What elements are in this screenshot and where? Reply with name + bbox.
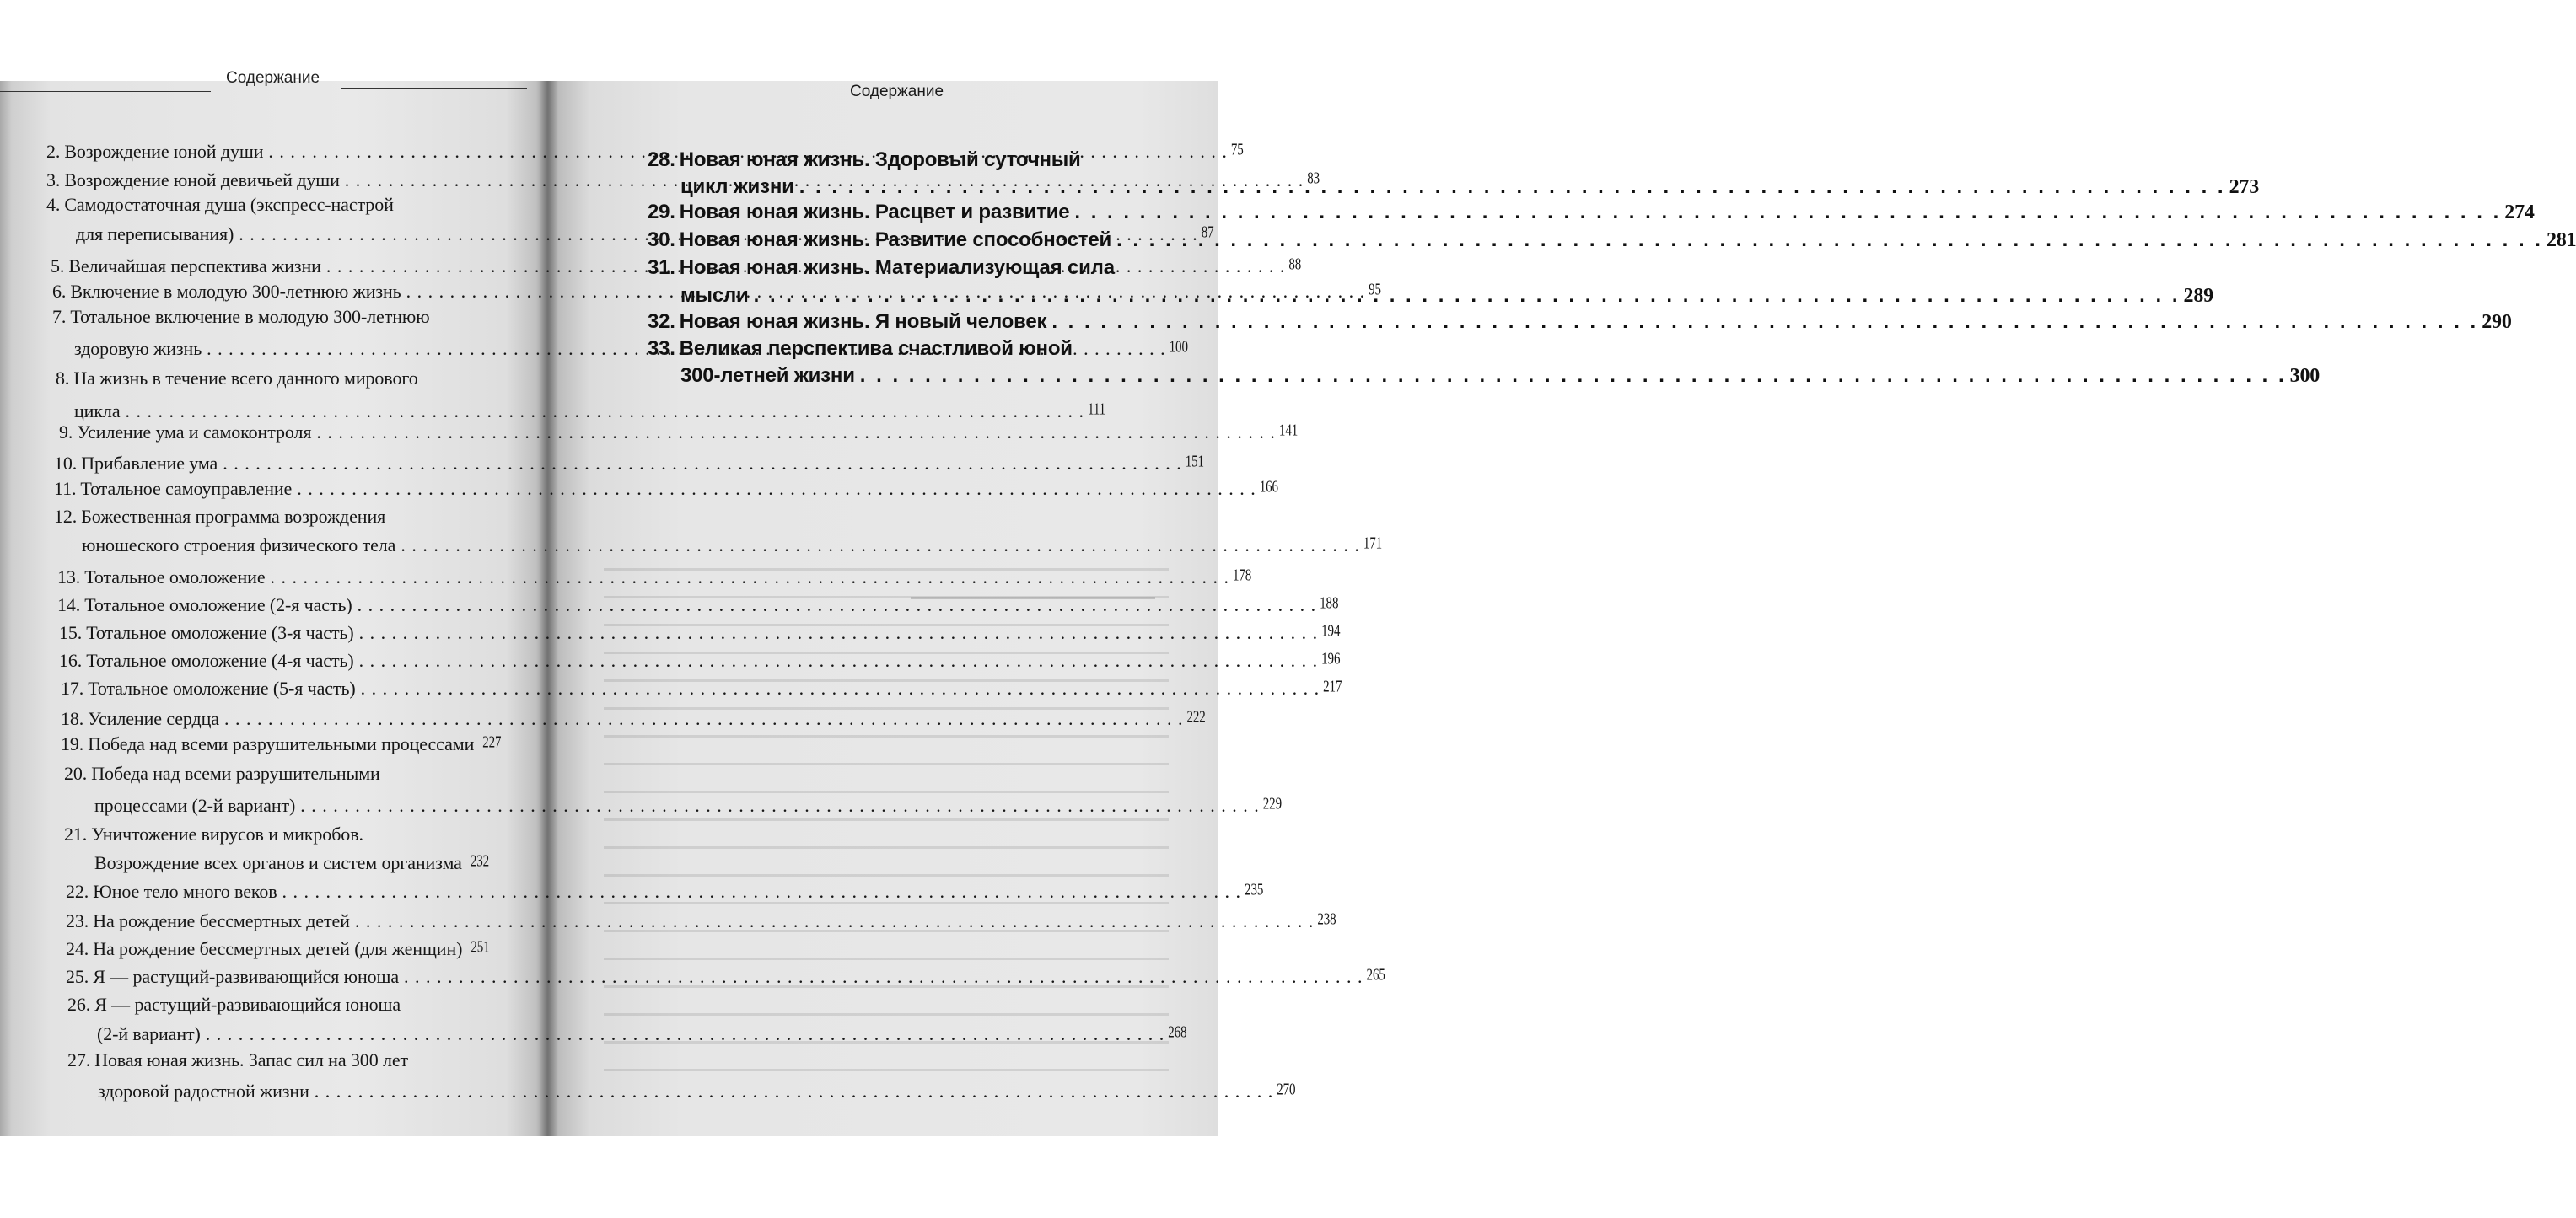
toc-entry-title-continued: (2-й вариант) [97,1023,201,1044]
toc-entry-title: Величайшая перспектива жизни [68,255,321,276]
toc-entry-number: 13. [57,566,81,588]
toc-entry-title: Я — растущий-развивающийся юноша [93,966,400,987]
toc-entry-title: Усиление ума и самоконтроля [77,421,312,443]
toc-entry-number: 20. [64,763,88,784]
right-running-title: Содержание [850,83,944,100]
toc-page-number: 222 [1186,708,1206,727]
toc-entry-title: Тотальное омоложение (4-я часть) [86,650,354,671]
toc-entry-number: 31. [648,256,675,279]
toc-page-number: 273 [2229,176,2259,198]
toc-entry-title: Новая юная жизнь. Запас сил на 300 лет [94,1049,409,1070]
toc-page-number: 300 [2289,365,2321,387]
toc-page-number: 88 [1288,255,1302,274]
toc-page-number: 87 [1201,223,1214,242]
toc-entry-number: 9. [59,421,73,443]
toc-entry-number: 12. [54,506,78,527]
toc-page-number: 289 [2183,285,2213,307]
toc-entry-title: Божественная программа возрождения [81,506,386,527]
toc-entry-number: 15. [59,622,83,643]
toc-entry-title: На жизнь в течение всего данного мирового [73,368,418,389]
left-running-title: Содержание [226,69,320,87]
toc-entry-title: Тотальное омоложение (3-я часть) [86,622,354,643]
toc-entry-title-continued: Возрождение всех органов и систем организма [94,852,462,873]
toc-entry-title: Новая юная жизнь. Расцвет и развитие [679,201,1070,223]
toc-page-number: 290 [2482,311,2512,333]
toc-entry-title-continued: 300-летней жизни [680,364,855,387]
toc-entry-number: 21. [64,824,88,845]
toc-entry-title-continued: цикла [74,400,121,421]
toc-page-number: 270 [1277,1081,1296,1099]
toc-entry-number: 30. [648,228,675,251]
toc-entry-title: Тотальное омоложение [84,566,266,588]
toc-page-number: 265 [1366,966,1385,985]
toc-entry-number: 23. [66,910,89,931]
toc-entry-number: 29. [648,201,675,223]
toc-page-number: 188 [1320,594,1339,613]
toc-page-number: 75 [1230,141,1244,159]
toc-page-number: 281 [2546,229,2576,251]
toc-entry-number: 27. [67,1049,91,1070]
toc-entry-number: 26. [67,994,91,1015]
toc-entry-number: 25. [66,966,89,987]
toc-entry-number: 3. [46,169,61,190]
toc-entry-title: На рождение бессмертных детей [93,910,350,931]
toc-entry-number: 22. [66,881,89,902]
leader-dots [1074,201,2501,224]
toc-entry-title: Тотальное омоложение (2-я часть) [84,594,352,615]
toc-page-number: 229 [1262,795,1282,813]
toc-entry-title: Тотальное включение в молодую 300-летнюю [70,306,430,327]
toc-entry-number: 33. [648,337,675,360]
toc-page-number: 83 [1307,169,1320,188]
toc-entry-title: Юное тело много веков [93,881,277,902]
toc-entry-number: 16. [59,650,83,671]
toc-entry-title-continued: здоровую жизнь [74,338,202,359]
toc-entry-number: 8. [56,368,70,389]
toc-page-number: 111 [1087,400,1106,419]
toc-entry-title: Новая юная жизнь. Здоровый суточный [679,148,1081,171]
leader-dots [1051,310,2478,334]
book-spread [0,69,2576,1136]
toc-page-number: 166 [1259,478,1278,496]
toc-entry-title: Новая юная жизнь. Я новый человек [679,310,1047,333]
toc-entry-title-continued: юношеского строения физического тела [82,534,396,555]
toc-entry-title: Я — растущий-развивающийся юноша [94,994,401,1015]
toc-page-number: 274 [2504,201,2535,223]
toc-entry-title: Победа над всеми разрушительными процессами [88,733,475,754]
toc-page-number: 196 [1321,650,1341,668]
toc-entry-title: Новая юная жизнь. Развитие способностей [679,228,1112,251]
toc-page-number: 235 [1245,881,1264,899]
toc-entry-number: 11. [54,478,77,499]
toc-entry-title: Победа над всеми разрушительными [91,763,380,784]
toc-entry-number: 19. [61,733,84,754]
toc-page-number: 100 [1169,338,1188,357]
toc-page-number: 95 [1369,281,1381,299]
toc-page-number: 194 [1321,622,1341,641]
toc-entry-title: Тотальное омоложение (5-я часть) [88,678,356,699]
leader-dots [860,364,2287,388]
toc-page-number: 171 [1363,534,1383,553]
toc-entry-number: 10. [54,453,78,474]
toc-entry-title: Новая юная жизнь. Материализующая сила [679,256,1115,279]
toc-page-number: 232 [470,852,490,871]
toc-entry-title-continued: процессами (2-й вариант) [94,795,296,816]
toc-entry-title: Включение в молодую 300-летнюю жизнь [70,281,401,302]
toc-entry-number: 5. [51,255,65,276]
toc-page-number: 227 [482,733,502,752]
toc-entry-title: Уничтожение вирусов и микробов. [91,824,363,845]
toc-page-number: 217 [1323,678,1342,696]
toc-entry-number: 17. [61,678,84,699]
toc-page-number: 151 [1185,453,1204,471]
toc-entry-title: Тотальное самоуправление [80,478,293,499]
toc-entry-number: 14. [57,594,81,615]
toc-entry-number: 28. [648,148,675,171]
toc-entry-title: Прибавление ума [81,453,218,474]
toc-entry-number: 7. [52,306,67,327]
toc-entry-title: Возрождение юной девичьей души [64,169,340,190]
leader-dots [754,284,2181,308]
toc-entry-number: 18. [61,708,84,729]
toc-page-number: 178 [1233,566,1252,585]
toc-entry-title: Самодостаточная душа (экспресс-настрой [64,194,394,215]
toc-entry-number: 6. [52,281,67,302]
toc-entry-title: На рождение бессмертных детей (для женщин) [93,938,463,959]
toc-entry-number: 2. [46,141,61,162]
toc-page-number: 268 [1168,1023,1187,1042]
leader-dots [799,175,2226,199]
leader-dots [1116,228,2543,252]
toc-entry-title-continued: для переписывания) [76,223,234,244]
toc-entry-number: 32. [648,310,675,333]
toc-entry-title-continued: мысли [680,284,749,307]
toc-page-number: 141 [1278,421,1299,440]
toc-entry-title: Возрождение юной души [64,141,264,162]
toc-page-number: 251 [471,938,490,957]
toc-page-number: 238 [1317,910,1336,929]
toc-entry-title: Великая перспектива счастливой юной [679,337,1073,360]
toc-entry-number: 4. [46,194,61,215]
toc-entry-number: 24. [66,938,89,959]
toc-entry-title: Усиление сердца [88,708,219,729]
toc-entry-title-continued: цикл жизни [680,175,794,198]
toc-entry-title-continued: здоровой радостной жизни [98,1081,309,1102]
